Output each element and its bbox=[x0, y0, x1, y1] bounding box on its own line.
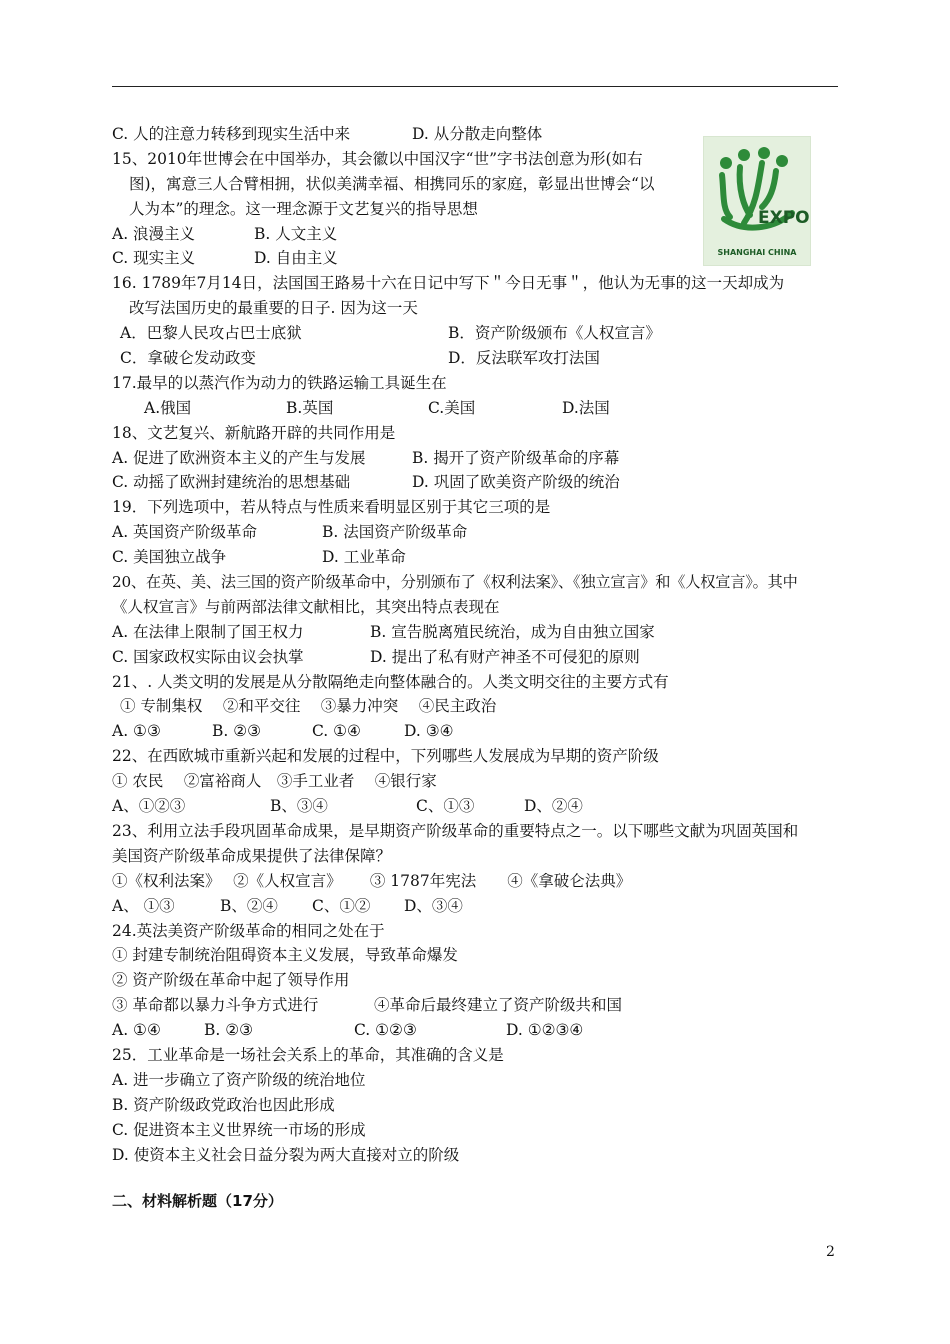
option-b: B.英国 bbox=[286, 398, 334, 417]
option-row bbox=[112, 719, 838, 744]
option-a: A．巴黎人民攻占巴士底狱 bbox=[120, 324, 302, 343]
option-d: D. ③④ bbox=[404, 722, 454, 741]
option-row bbox=[112, 346, 838, 371]
expo-logo-text: EXPO bbox=[758, 208, 810, 228]
option-row bbox=[112, 321, 838, 346]
question-24: 24.英法美资产阶级革命的相同之处在于 bbox=[112, 921, 385, 940]
header-rule bbox=[112, 86, 838, 87]
question-15-line-2: 图)，寓意三人合臂相拥，状似美满幸福、相携同乐的家庭，彰显出世博会“以 bbox=[129, 174, 655, 193]
question-24-items-row bbox=[112, 993, 838, 1018]
option-b: B. 人文主义 bbox=[254, 224, 338, 243]
question-18: 18、文艺复兴、新航路开辟的共同作用是 bbox=[112, 423, 396, 442]
option-row bbox=[112, 545, 838, 570]
question-24-item-1: ① 封建专制统治阻碍资本主义发展，导致革命爆发 bbox=[112, 946, 458, 965]
option-b: B. ②③ bbox=[204, 1021, 254, 1040]
option-row bbox=[112, 246, 838, 271]
question-21: 21、. 人类文明的发展是从分散隔绝走向整体融合的。人类文明交往的主要方式有 bbox=[112, 672, 669, 691]
option-c: C. 促进资本主义世界统一市场的形成 bbox=[112, 1120, 366, 1139]
option-d: D. 从分散走向整体 bbox=[412, 125, 543, 143]
option-c: C. 动摇了欧洲封建统治的思想基础 bbox=[112, 473, 351, 492]
option-d: D. 使资本主义社会日益分裂为两大直接对立的阶级 bbox=[112, 1145, 460, 1164]
option-row bbox=[112, 396, 838, 421]
question-20-line-2: 《人权宣言》与前两部法律文献相比，其突出特点表现在 bbox=[112, 597, 500, 616]
question-17: 17.最早的以蒸汽作为动力的铁路运输工具诞生在 bbox=[112, 373, 447, 392]
option-row bbox=[112, 1018, 838, 1043]
question-25: 25．工业革命是一场社会关系上的革命，其准确的含义是 bbox=[112, 1045, 504, 1064]
option-b: B. 宣告脱离殖民统治，成为自由独立国家 bbox=[370, 622, 655, 641]
question-16-line-1: 16. 1789年7月14日，法国国王路易十六在日记中写下＂今日无事＂，他认为无事的这一天却成为 bbox=[112, 274, 785, 293]
option-row bbox=[112, 222, 838, 247]
expo-logo-city: SHANGHAI CHINA bbox=[717, 248, 797, 257]
option-d: D. 自由主义 bbox=[254, 249, 338, 268]
option-a: A. 英国资产阶级革命 bbox=[112, 523, 258, 542]
option-row bbox=[112, 794, 838, 819]
question-22-items: ① 农民 ②富裕商人 ③手工业者 ④银行家 bbox=[112, 772, 437, 791]
option-a: A、 ①③ bbox=[112, 896, 175, 915]
option-b: B. 揭开了资产阶级革命的序幕 bbox=[412, 448, 620, 467]
option-c: C. 现实主义 bbox=[112, 249, 196, 268]
question-23-items: ①《权利法案》 ②《人权宣言》 ③ 1787年宪法 ④《拿破仑法典》 bbox=[112, 871, 632, 890]
option-c: C、①③ bbox=[416, 797, 475, 816]
option-c: C. ①④ bbox=[312, 722, 361, 741]
section-heading: 二、材料解析题（17分） bbox=[112, 1192, 283, 1211]
question-20-line-1: 20、在英、美、法三国的资产阶级革命中，分别颁布了《权利法案》、《独立宣言》和《人权宣言》。其中 bbox=[112, 573, 798, 592]
option-b: B. 法国资产阶级革命 bbox=[322, 523, 468, 542]
option-a: A.俄国 bbox=[144, 398, 192, 417]
question-23-line-1: 23、利用立法手段巩固革命成果，是早期资产阶级革命的重要特点之一。以下哪些文献为巩固英国和 bbox=[112, 821, 799, 840]
question-24-item-2: ② 资产阶级在革命中起了领导作用 bbox=[112, 971, 350, 990]
option-a: A、①②③ bbox=[112, 797, 186, 816]
option-a: A. 浪漫主义 bbox=[112, 224, 196, 243]
option-a: A. 进一步确立了资产阶级的统治地位 bbox=[112, 1070, 366, 1089]
option-c: C. 国家政权实际由议会执掌 bbox=[112, 647, 304, 666]
option-d: D、②④ bbox=[524, 797, 583, 816]
question-15-line-3: 人为本”的理念。这一理念源于文艺复兴的指导思想 bbox=[129, 199, 478, 218]
option-d: D. 工业革命 bbox=[322, 548, 406, 567]
option-d: D. 提出了私有财产神圣不可侵犯的原则 bbox=[370, 647, 640, 666]
option-b: B. ②③ bbox=[212, 722, 262, 741]
option-d: D、③④ bbox=[404, 896, 463, 915]
option-d: D.法国 bbox=[562, 398, 610, 417]
option-b: B、②④ bbox=[220, 896, 278, 915]
option-c: C. ①②③ bbox=[354, 1021, 417, 1040]
question-19: 19．下列选项中，若从特点与性质来看明显区别于其它三项的是 bbox=[112, 498, 551, 517]
option-row bbox=[112, 645, 838, 670]
option-d: D. 巩固了欧美资产阶级的统治 bbox=[412, 473, 620, 492]
question-22: 22、在西欧城市重新兴起和发展的过程中，下列哪些人发展成为早期的资产阶级 bbox=[112, 747, 659, 766]
option-b: B. 资产阶级政党政治也因此形成 bbox=[112, 1095, 335, 1114]
page-number: 2 bbox=[826, 1244, 835, 1260]
option-a: A. ①④ bbox=[112, 1021, 161, 1040]
option-c: C．拿破仑发动政变 bbox=[120, 349, 256, 368]
option-row bbox=[112, 520, 838, 545]
option-row bbox=[112, 122, 838, 147]
question-15-line-1: 15、2010年世博会在中国举办，其会徽以中国汉字“世”字书法创意为形(如右 bbox=[112, 149, 643, 168]
option-c: C. 美国独立战争 bbox=[112, 548, 227, 567]
question-content bbox=[112, 122, 838, 1214]
question-23-line-2: 美国资产阶级革命成果提供了法律保障？ bbox=[112, 846, 392, 865]
option-row bbox=[112, 894, 838, 919]
option-c: C. 人的注意力转移到现实生活中来 bbox=[112, 125, 351, 143]
option-row bbox=[112, 620, 838, 645]
option-c: C、①② bbox=[312, 896, 371, 915]
option-row bbox=[112, 446, 838, 471]
option-b: B、③④ bbox=[270, 797, 328, 816]
option-b: B．资产阶级颁布《人权宣言》 bbox=[448, 324, 661, 343]
question-24-item-4: ④革命后最终建立了资产阶级共和国 bbox=[374, 996, 623, 1015]
option-a: A. 在法律上限制了国王权力 bbox=[112, 622, 304, 641]
option-a: A. ①③ bbox=[112, 722, 161, 741]
question-16-line-2: 改写法国历史的最重要的日子. 因为这一天 bbox=[129, 299, 418, 318]
option-d: D．反法联军攻打法国 bbox=[448, 349, 600, 368]
option-c: C.美国 bbox=[428, 398, 476, 417]
option-row bbox=[112, 470, 838, 495]
question-24-item-3: ③ 革命都以暴力斗争方式进行 bbox=[112, 996, 319, 1015]
option-d: D. ①②③④ bbox=[506, 1021, 584, 1040]
option-a: A. 促进了欧洲资本主义的产生与发展 bbox=[112, 448, 366, 467]
question-21-items: ① 专制集权 ②和平交往 ③暴力冲突 ④民主政治 bbox=[120, 697, 497, 716]
